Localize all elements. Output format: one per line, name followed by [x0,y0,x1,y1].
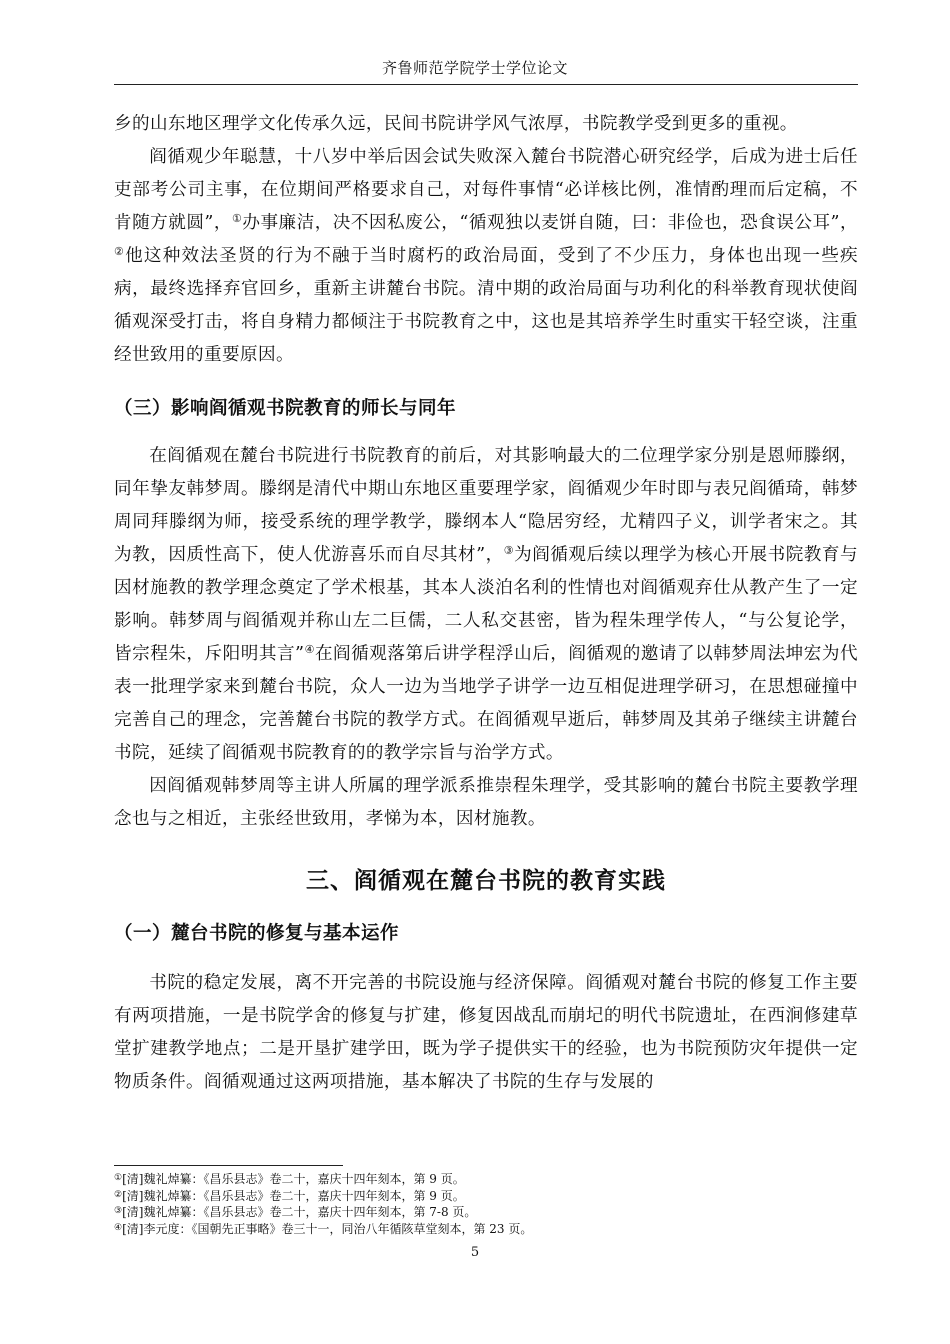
page-number: 5 [470,1245,480,1260]
footnote-mark: ① [114,1173,123,1183]
subsection-heading-1: （一）麓台书院的修复与基本运作 [114,923,400,944]
footnote-2 [114,1188,858,1205]
footnote-ref-2[interactable]: ② [114,245,126,258]
paragraph-2-part-a: 阎循观少年聪慧，十八岁中举后因会试失败深入麓台书院潜心研究经学，后成为进士后任吏部考公司主事，在位期间严格要求自己，对每件事情“必详核比例，准情酌理而后定稿，不肯随方就圆”， [114,147,858,233]
paragraph-2-part-c: 他这种效法圣贤的行为不融于当时腐朽的政治局面，受到了不少压力，身体也出现一些疾病，最终选择弃官回乡，重新主讲麓台书院。清中期的政治局面与功利化的科举教育现状使阎循观深受打击，将自身精力都倾注于书院教育之中，这也是其培养学生时重实干轻空谈，注重经世致用的重要原因。 [114,246,859,365]
paragraph-3-part-b: 为阎循观后续以理学为核心开展书院教育与因材施教的教学理念奠定了学术根基，其本人淡泊名利的性情也对阎循观弃仕从教产生了一定影响。韩梦周与阎循观并称山左二巨儒，二人私交甚密，皆为程朱理学传人，“与公复论学，皆宗程朱，斥阳明其言” [114,545,859,664]
paragraph-4: 因阎循观韩梦周等主讲人所属的理学派系推崇程朱理学，受其影响的麓台书院主要教学理念也与之相近，主张经世致用，孝悌为本，因材施教。 [114,776,858,829]
footnote-1 [114,1171,858,1188]
footnote-text: [清]魏礼焯纂：《昌乐县志》卷二十，嘉庆十四年刻本，第 7-8 页。 [122,1205,477,1219]
section-heading-3: 三、阎循观在麓台书院的教育实践 [306,868,666,894]
paragraph-3-part-a: 在阎循观在麓台书院进行书院教育的前后，对其影响最大的二位理学家分别是恩师滕纲，同年挚友韩梦周。滕纲是清代中期山东地区重要理学家，阎循观少年时即与表兄阎循琦，韩梦周同拜滕纲为师，接受系统的理学教学，滕纲本人“隐居穷经，尤精四子义，训学者宋之。其为教，因质性高下，使人优游喜乐而自尽其材”， [114,446,858,565]
footnote-4 [114,1221,858,1238]
paragraph-2 [114,141,858,372]
footnote-ref-4[interactable]: ④ [304,643,315,656]
header-divider [114,84,858,85]
paragraph-3-part-c: 在阎循观落第后讲学程浮山后，阎循观的邀请了以韩梦周法坤宏为代表一批理学家来到麓台书院，众人一边为当地学子讲学一边互相促进理学研习，在思想碰撞中完善自己的理念，完善麓台书院的教学方式。在阎循观早逝后，韩梦周及其弟子继续主讲麓台书院，延续了阎循观书院教育的的教学宗旨与治学方式。 [114,644,858,763]
document-body [114,108,858,1099]
footnote-ref-3[interactable]: ③ [503,544,515,557]
subsection-heading-3: （三）影响阎循观书院教育的师长与同年 [114,398,457,419]
footnotes [114,1171,858,1237]
footnote-ref-1[interactable]: ① [232,212,243,225]
footnote-3 [114,1204,858,1221]
footnote-text: [清]魏礼焯纂：《昌乐县志》卷二十，嘉庆十四年刻本，第 9 页。 [122,1188,465,1203]
paragraph-1: 乡的山东地区理学文化传承久远，民间书院讲学风气浓厚，书院教学受到更多的重视。 [114,114,798,134]
paragraph-5: 书院的稳定发展，离不开完善的书院设施与经济保障。阎循观对麓台书院的修复工作主要有两项措施，一是书院学舍的修复与扩建，修复因战乱而崩圮的明代书院遗址，在西涧修建草堂扩建教学地点；二是开垦扩建学田，既为学子提供实干的经验，也为书院预防灾年提供一定物质条件。阎循观通过这两项措施，基本解决了书院的生存与发展的 [114,973,858,1092]
paragraph-2-part-b: 办事廉洁，决不因私废公，“循观独以麦饼自随，曰：非俭也，恐食误公耳”， [242,213,859,233]
footnote-mark: ② [114,1189,123,1200]
paragraph-3 [114,440,858,770]
footnote-mark: ④ [114,1222,123,1233]
page-header-title: 齐鲁师范学院学士学位论文 [381,59,568,77]
footnote-text: [清]李元度：《国朝先正事略》卷三十一，同治八年循陔草堂刻本，第 23 页。 [122,1221,533,1236]
footnote-text: [清]魏礼焯纂：《昌乐县志》卷二十，嘉庆十四年刻本，第 9 页。 [122,1172,465,1186]
footnote-mark: ③ [114,1206,123,1216]
footnote-divider [114,1165,343,1166]
